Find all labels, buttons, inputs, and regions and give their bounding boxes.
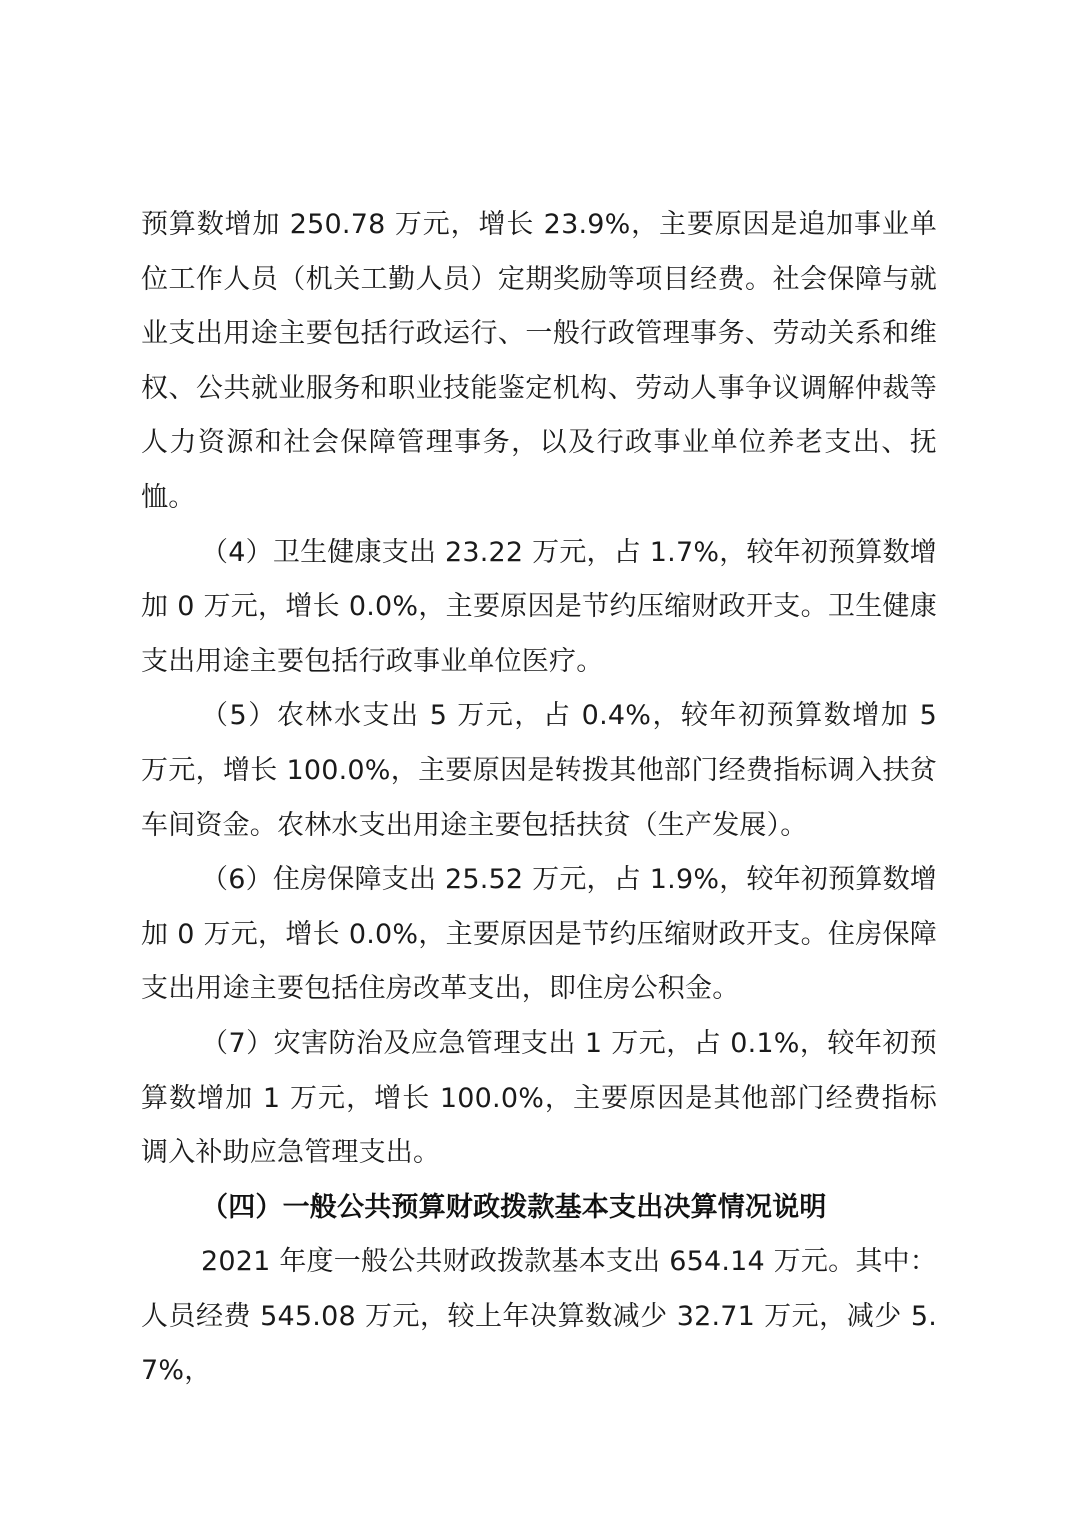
section-heading-basic-expenditure: （四）一般公共预算财政拨款基本支出决算情况说明 [201,1191,827,1223]
paragraph-social-security-continued: 预算数增加 250.78 万元，增长 23.9%，主要原因是追加事业单位工作人员（机关工勤人员）定期奖励等项目经费。社会保障与就业支出用途主要包括行政运行、一般行政管理事务、劳动关系和维权、公共就业服务和职业技能鉴定机构、劳动人事争议调解仲裁等人力资源和社会保障管理事务，以及行政事业单位养老支出、抚恤。 [141,209,937,513]
paragraph-agriculture-expenditure: （5）农林水支出 5 万元，占 0.4%，较年初预算数增加 5 万元，增长 100.0%，主要原因是转拨其他部门经费指标调入扶贫车间资金。农林水支出用途主要包括扶贫（生产发展）。 [141,700,937,841]
paragraph-disaster-expenditure: （7）灾害防治及应急管理支出 1 万元，占 0.1%，较年初预算数增加 1 万元，增长 100.0%，主要原因是其他部门经费指标调入补助应急管理支出。 [141,1027,937,1169]
document-body [141,198,937,1399]
paragraph-basic-expenditure: 2021 年度一般公共财政拨款基本支出 654.14 万元。其中：人员经费 545.08 万元，较上年决算数减少 32.71 万元，减少 5.7%， [141,1246,937,1387]
paragraph-housing-expenditure: （6）住房保障支出 25.52 万元，占 1.9%，较年初预算数增加 0 万元，增长 0.0%，主要原因是节约压缩财政开支。住房保障支出用途主要包括住房改革支出，即住房公积金。 [141,864,937,1005]
paragraph-health-expenditure: （4）卫生健康支出 23.22 万元，占 1.7%，较年初预算数增加 0 万元，增长 0.0%，主要原因是节约压缩财政开支。卫生健康支出用途主要包括行政事业单位医疗。 [141,536,937,677]
